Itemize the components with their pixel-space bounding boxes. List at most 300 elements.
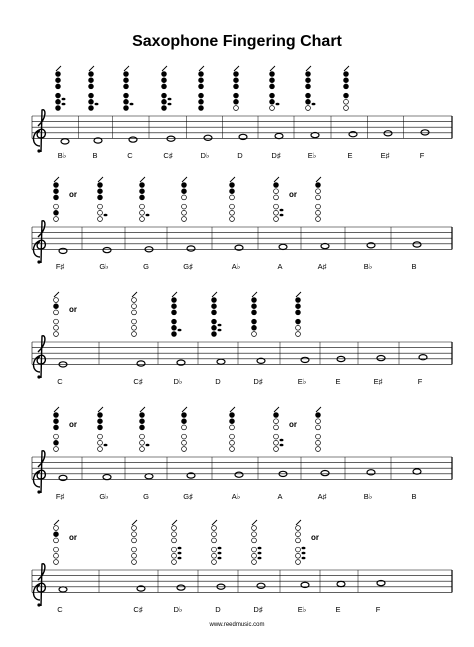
whole-note bbox=[137, 361, 145, 366]
note-name-label: F bbox=[419, 151, 425, 160]
fingering-hole bbox=[140, 440, 145, 445]
note-name-label: F bbox=[375, 605, 381, 614]
fingering-hole bbox=[252, 332, 257, 337]
fingering-hole bbox=[234, 72, 239, 77]
fingering-hole bbox=[344, 99, 349, 104]
note-name-label: C♯ bbox=[163, 151, 173, 160]
or-label: or bbox=[289, 420, 297, 429]
note-name-label: D♯ bbox=[253, 377, 263, 386]
fingering-diagram bbox=[98, 177, 108, 221]
fingering-hole bbox=[89, 84, 94, 89]
or-label: or bbox=[69, 305, 77, 314]
fingering-hole bbox=[132, 325, 137, 330]
fingering-diagram bbox=[252, 520, 262, 564]
fingering-hole bbox=[98, 434, 103, 439]
side-key bbox=[302, 547, 306, 550]
fingering-diagram bbox=[162, 66, 172, 110]
fingering-hole bbox=[230, 195, 235, 200]
fingering-hole bbox=[140, 189, 145, 194]
octave-key-mark bbox=[182, 177, 187, 182]
whole-note bbox=[204, 135, 212, 140]
fingering-hole bbox=[162, 93, 167, 98]
fingering-hole bbox=[54, 325, 59, 330]
fingering-hole bbox=[56, 106, 61, 111]
fingering-hole bbox=[252, 538, 257, 543]
whole-note bbox=[367, 470, 375, 475]
octave-key-mark bbox=[172, 520, 177, 525]
fingering-hole bbox=[252, 304, 257, 309]
note-head bbox=[321, 244, 329, 249]
side-key bbox=[104, 214, 108, 217]
fingering-hole bbox=[316, 419, 321, 424]
side-key bbox=[258, 547, 262, 550]
fingering-hole bbox=[306, 84, 311, 89]
fingering-hole bbox=[316, 217, 321, 222]
fingering-hole bbox=[54, 434, 59, 439]
fingering-hole bbox=[54, 298, 59, 303]
fingering-hole bbox=[140, 419, 145, 424]
fingering-hole bbox=[252, 310, 257, 315]
side-key bbox=[146, 444, 150, 447]
fingering-hole bbox=[270, 99, 275, 104]
fingering-diagram bbox=[54, 177, 77, 221]
staff bbox=[32, 570, 452, 592]
fingering-hole bbox=[172, 332, 177, 337]
fingering-hole bbox=[212, 526, 217, 531]
fingering-hole bbox=[252, 298, 257, 303]
fingering-hole bbox=[132, 310, 137, 315]
fingering-hole bbox=[140, 183, 145, 188]
fingering-hole bbox=[270, 78, 275, 83]
fingering-hole bbox=[54, 532, 59, 537]
note-name-label: C bbox=[57, 605, 63, 614]
fingering-hole bbox=[162, 106, 167, 111]
fingering-hole bbox=[132, 298, 137, 303]
octave-key-mark bbox=[162, 66, 167, 71]
note-head bbox=[129, 137, 137, 142]
fingering-hole bbox=[54, 332, 59, 337]
fingering-hole bbox=[212, 298, 217, 303]
fingering-hole bbox=[199, 84, 204, 89]
side-key bbox=[280, 444, 284, 447]
fingering-hole bbox=[212, 310, 217, 315]
octave-key-mark bbox=[132, 520, 137, 525]
fingering-hole bbox=[54, 217, 59, 222]
side-key bbox=[302, 552, 306, 555]
fingering-hole bbox=[212, 319, 217, 324]
fingering-hole bbox=[296, 526, 301, 531]
fingering-hole bbox=[140, 210, 145, 215]
fingering-hole bbox=[306, 72, 311, 77]
side-key bbox=[146, 214, 150, 217]
fingering-diagram bbox=[316, 407, 321, 451]
note-head bbox=[321, 471, 329, 476]
fingering-hole bbox=[344, 72, 349, 77]
fingering-hole bbox=[172, 310, 177, 315]
fingering-hole bbox=[89, 106, 94, 111]
fingering-hole bbox=[54, 553, 59, 558]
fingering-hole bbox=[98, 217, 103, 222]
fingering-diagram bbox=[54, 407, 77, 451]
whole-note bbox=[217, 359, 225, 364]
fingering-diagram bbox=[306, 66, 316, 110]
fingering-hole bbox=[56, 72, 61, 77]
fingering-diagram bbox=[54, 292, 77, 336]
octave-key-mark bbox=[274, 407, 279, 412]
note-name-label: A♯ bbox=[317, 492, 327, 501]
note-name-label: G bbox=[143, 262, 149, 271]
side-key bbox=[62, 103, 66, 106]
note-head bbox=[384, 131, 392, 136]
fingering-hole bbox=[274, 434, 279, 439]
fingering-hole bbox=[316, 183, 321, 188]
fingering-hole bbox=[212, 332, 217, 337]
fingering-hole bbox=[54, 195, 59, 200]
fingering-hole bbox=[252, 526, 257, 531]
octave-key-mark bbox=[344, 66, 349, 71]
whole-note bbox=[413, 469, 421, 474]
fingering-hole bbox=[56, 78, 61, 83]
fingering-hole bbox=[54, 183, 59, 188]
side-key bbox=[130, 103, 134, 106]
side-key bbox=[104, 444, 108, 447]
note-head bbox=[103, 475, 111, 480]
fingering-hole bbox=[199, 78, 204, 83]
fingering-hole bbox=[54, 447, 59, 452]
treble-clef-dot bbox=[37, 149, 40, 152]
fingering-hole bbox=[132, 332, 137, 337]
note-name-label: G♭ bbox=[99, 492, 109, 501]
fingering-hole bbox=[124, 106, 129, 111]
fingering-hole bbox=[306, 93, 311, 98]
octave-key-mark bbox=[124, 66, 129, 71]
note-name-label: D♭ bbox=[173, 605, 183, 614]
whole-note bbox=[235, 472, 243, 477]
side-key bbox=[178, 547, 182, 550]
note-name-label: E♯ bbox=[373, 377, 383, 386]
fingering-hole bbox=[270, 93, 275, 98]
fingering-hole bbox=[274, 419, 279, 424]
side-key bbox=[168, 98, 172, 101]
whole-note bbox=[275, 133, 283, 138]
staff bbox=[32, 342, 452, 364]
octave-key-mark bbox=[140, 177, 145, 182]
fingering-hole bbox=[162, 78, 167, 83]
octave-key-mark bbox=[212, 292, 217, 297]
treble-clef-dot bbox=[37, 603, 40, 606]
fingering-diagram bbox=[252, 292, 257, 336]
note-head bbox=[413, 469, 421, 474]
note-name-label: D bbox=[215, 605, 221, 614]
fingering-hole bbox=[230, 413, 235, 418]
fingering-diagram bbox=[172, 520, 182, 564]
octave-key-mark bbox=[54, 177, 59, 182]
side-key bbox=[258, 557, 262, 560]
octave-key-mark bbox=[182, 407, 187, 412]
note-name-label: D♯ bbox=[253, 605, 263, 614]
fingering-hole bbox=[212, 304, 217, 309]
octave-key-mark bbox=[212, 520, 217, 525]
fingering-diagram bbox=[56, 66, 66, 110]
whole-note bbox=[129, 137, 137, 142]
fingering-hole bbox=[54, 538, 59, 543]
fingering-diagram bbox=[182, 177, 187, 221]
fingering-hole bbox=[182, 425, 187, 430]
note-head bbox=[421, 130, 429, 135]
fingering-hole bbox=[316, 440, 321, 445]
octave-key-mark bbox=[132, 292, 137, 297]
fingering-hole bbox=[182, 217, 187, 222]
or-label: or bbox=[69, 190, 77, 199]
fingering-hole bbox=[296, 538, 301, 543]
note-name-label: F bbox=[417, 377, 423, 386]
note-name-label: E♭ bbox=[307, 151, 317, 160]
note-head bbox=[367, 243, 375, 248]
octave-key-mark bbox=[199, 66, 204, 71]
note-name-label: E bbox=[335, 377, 341, 386]
fingering-hole bbox=[212, 538, 217, 543]
fingering-hole bbox=[140, 434, 145, 439]
fingering-hole bbox=[172, 532, 177, 537]
fingering-hole bbox=[344, 84, 349, 89]
note-head bbox=[59, 587, 67, 592]
fingering-hole bbox=[316, 434, 321, 439]
note-name-label: D♭ bbox=[200, 151, 210, 160]
note-head bbox=[279, 244, 287, 249]
note-name-label: C bbox=[127, 151, 133, 160]
note-head bbox=[235, 472, 243, 477]
whole-note bbox=[301, 357, 309, 362]
side-key bbox=[178, 329, 182, 332]
note-name-label: E bbox=[335, 605, 341, 614]
fingering-hole bbox=[234, 99, 239, 104]
fingering-hole bbox=[124, 78, 129, 83]
side-key bbox=[62, 98, 66, 101]
side-key bbox=[258, 552, 262, 555]
fingering-hole bbox=[182, 210, 187, 215]
octave-key-mark bbox=[274, 177, 279, 182]
fingering-hole bbox=[89, 78, 94, 83]
fingering-hole bbox=[172, 526, 177, 531]
fingering-hole bbox=[252, 553, 257, 558]
octave-key-mark bbox=[54, 520, 59, 525]
note-head bbox=[311, 133, 319, 138]
fingering-hole bbox=[274, 413, 279, 418]
fingering-hole bbox=[54, 547, 59, 552]
fingering-diagram bbox=[296, 292, 301, 336]
note-name-label: D bbox=[237, 151, 243, 160]
fingering-hole bbox=[140, 447, 145, 452]
fingering-hole bbox=[98, 425, 103, 430]
fingering-hole bbox=[274, 425, 279, 430]
fingering-hole bbox=[252, 560, 257, 565]
fingering-hole bbox=[182, 204, 187, 209]
octave-key-mark bbox=[98, 407, 103, 412]
fingering-hole bbox=[98, 189, 103, 194]
side-key bbox=[95, 103, 99, 106]
fingering-hole bbox=[132, 532, 137, 537]
fingering-hole bbox=[199, 93, 204, 98]
whole-note bbox=[311, 133, 319, 138]
note-name-label: G♯ bbox=[183, 492, 193, 501]
fingering-hole bbox=[230, 183, 235, 188]
footer-url: www.reedmusic.com bbox=[209, 622, 265, 628]
note-head bbox=[145, 474, 153, 479]
fingering-hole bbox=[54, 440, 59, 445]
fingering-hole bbox=[274, 210, 279, 215]
fingering-hole bbox=[274, 204, 279, 209]
fingering-hole bbox=[274, 440, 279, 445]
fingering-hole bbox=[132, 553, 137, 558]
fingering-hole bbox=[54, 419, 59, 424]
octave-key-mark bbox=[316, 177, 321, 182]
fingering-hole bbox=[182, 183, 187, 188]
note-name-label: G♯ bbox=[183, 262, 193, 271]
fingering-hole bbox=[162, 72, 167, 77]
fingering-hole bbox=[172, 553, 177, 558]
fingering-hole bbox=[296, 319, 301, 324]
fingering-hole bbox=[296, 532, 301, 537]
note-head bbox=[349, 132, 357, 137]
note-name-label: G bbox=[143, 492, 149, 501]
fingering-hole bbox=[296, 553, 301, 558]
fingering-hole bbox=[172, 538, 177, 543]
whole-note bbox=[349, 132, 357, 137]
fingering-hole bbox=[124, 93, 129, 98]
octave-key-mark bbox=[296, 292, 301, 297]
octave-key-mark bbox=[56, 66, 61, 71]
octave-key-mark bbox=[296, 520, 301, 525]
fingering-hole bbox=[344, 93, 349, 98]
fingering-hole bbox=[54, 304, 59, 309]
fingering-hole bbox=[140, 413, 145, 418]
whole-note bbox=[377, 356, 385, 361]
note-name-label: A♯ bbox=[317, 262, 327, 271]
fingering-hole bbox=[132, 538, 137, 543]
note-name-label: C♯ bbox=[133, 605, 143, 614]
fingering-hole bbox=[199, 106, 204, 111]
fingering-hole bbox=[54, 425, 59, 430]
fingering-hole bbox=[162, 99, 167, 104]
note-name-label: E♯ bbox=[380, 151, 390, 160]
or-label: or bbox=[69, 420, 77, 429]
fingering-hole bbox=[274, 189, 279, 194]
fingering-hole bbox=[274, 183, 279, 188]
fingering-hole bbox=[234, 78, 239, 83]
fingering-hole bbox=[98, 210, 103, 215]
fingering-hole bbox=[212, 547, 217, 552]
fingering-hole bbox=[306, 78, 311, 83]
fingering-diagram bbox=[199, 66, 204, 110]
fingering-diagram bbox=[344, 66, 349, 110]
whole-note bbox=[321, 471, 329, 476]
note-head bbox=[275, 133, 283, 138]
note-name-label: E♭ bbox=[297, 605, 307, 614]
fingering-diagram bbox=[132, 520, 137, 564]
fingering-hole bbox=[172, 325, 177, 330]
fingering-hole bbox=[54, 204, 59, 209]
fingering-hole bbox=[296, 310, 301, 315]
fingering-diagram bbox=[296, 520, 319, 564]
fingering-hole bbox=[344, 78, 349, 83]
whole-note bbox=[413, 242, 421, 247]
fingering-hole bbox=[212, 532, 217, 537]
chart-title: Saxophone Fingering Chart bbox=[132, 33, 342, 50]
note-head bbox=[59, 475, 67, 480]
whole-note bbox=[421, 130, 429, 135]
fingering-hole bbox=[234, 106, 239, 111]
fingering-diagram bbox=[89, 66, 99, 110]
whole-note bbox=[279, 244, 287, 249]
fingering-hole bbox=[230, 217, 235, 222]
fingering-hole bbox=[124, 99, 129, 104]
or-label: or bbox=[69, 533, 77, 542]
octave-key-mark bbox=[270, 66, 275, 71]
fingering-hole bbox=[98, 447, 103, 452]
fingering-hole bbox=[296, 332, 301, 337]
octave-key-mark bbox=[54, 407, 59, 412]
fingering-diagram bbox=[124, 66, 134, 110]
fingering-hole bbox=[344, 106, 349, 111]
fingering-hole bbox=[56, 99, 61, 104]
fingering-hole bbox=[182, 440, 187, 445]
whole-note bbox=[257, 583, 265, 588]
fingering-diagram bbox=[140, 407, 150, 451]
note-name-label: B bbox=[92, 151, 98, 160]
fingering-hole bbox=[132, 560, 137, 565]
note-head bbox=[177, 585, 185, 590]
treble-clef-dot bbox=[37, 375, 40, 378]
fingering-hole bbox=[140, 195, 145, 200]
fingering-diagram bbox=[54, 520, 77, 564]
fingering-hole bbox=[199, 99, 204, 104]
note-head bbox=[61, 139, 69, 144]
fingering-hole bbox=[124, 72, 129, 77]
fingering-hole bbox=[252, 547, 257, 552]
note-name-label: F♯ bbox=[55, 492, 65, 501]
octave-key-mark bbox=[230, 177, 235, 182]
note-name-label: B♭ bbox=[363, 492, 373, 501]
fingering-hole bbox=[124, 84, 129, 89]
fingering-hole bbox=[274, 217, 279, 222]
side-key bbox=[218, 552, 222, 555]
fingering-hole bbox=[54, 189, 59, 194]
note-name-label: A bbox=[277, 262, 283, 271]
note-head bbox=[257, 583, 265, 588]
note-head bbox=[239, 134, 247, 139]
fingering-diagram bbox=[172, 292, 182, 336]
fingering-hole bbox=[234, 93, 239, 98]
fingering-hole bbox=[172, 560, 177, 565]
whole-note bbox=[103, 475, 111, 480]
fingering-hole bbox=[98, 195, 103, 200]
whole-note bbox=[187, 246, 195, 251]
fingering-hole bbox=[89, 99, 94, 104]
fingering-diagram bbox=[270, 66, 280, 110]
fingering-hole bbox=[296, 325, 301, 330]
fingering-diagram bbox=[132, 292, 137, 336]
fingering-hole bbox=[54, 319, 59, 324]
treble-clef-dot bbox=[37, 260, 40, 263]
fingering-hole bbox=[182, 413, 187, 418]
note-name-label: D♯ bbox=[271, 151, 281, 160]
fingering-hole bbox=[306, 106, 311, 111]
note-name-label: A bbox=[277, 492, 283, 501]
note-name-label: G♭ bbox=[99, 262, 109, 271]
fingering-diagram bbox=[140, 177, 150, 221]
fingering-hole bbox=[230, 440, 235, 445]
side-key bbox=[178, 552, 182, 555]
